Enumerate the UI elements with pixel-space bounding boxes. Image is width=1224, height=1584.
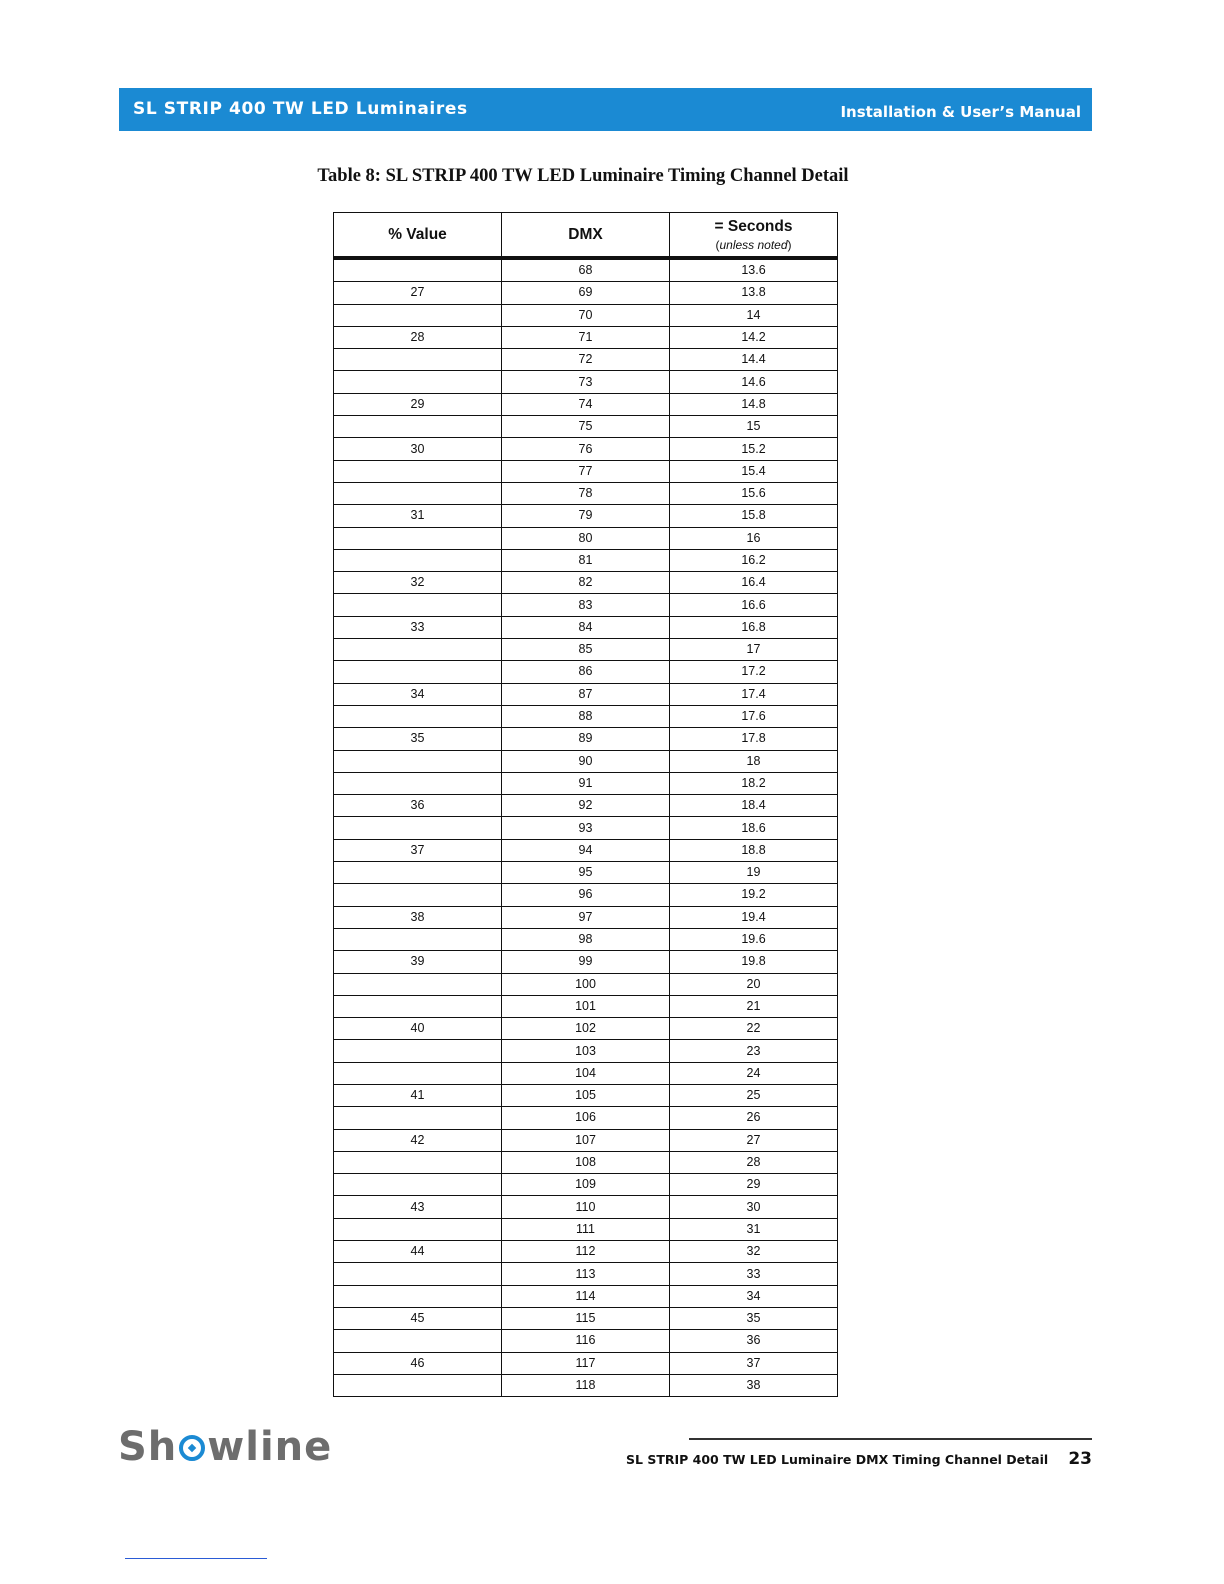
table-row [334, 862, 838, 884]
cell-seconds: 35 [670, 1307, 838, 1329]
table-row [334, 482, 838, 504]
cell-seconds: 18.8 [670, 839, 838, 861]
table-row [334, 1241, 838, 1263]
table-row [334, 1084, 838, 1106]
cell-percent: 32 [334, 572, 502, 594]
cell-percent: 42 [334, 1129, 502, 1151]
table-row [334, 1040, 838, 1062]
cell-percent: 40 [334, 1018, 502, 1040]
table-row [334, 616, 838, 638]
table-header-row [334, 213, 838, 259]
table-row [334, 1285, 838, 1307]
cell-seconds: 17 [670, 639, 838, 661]
cell-seconds: 19.8 [670, 951, 838, 973]
column-header-seconds [670, 213, 838, 259]
cell-percent [334, 349, 502, 371]
cell-dmx: 115 [502, 1307, 670, 1329]
cell-seconds: 36 [670, 1330, 838, 1352]
cell-dmx: 98 [502, 928, 670, 950]
column-header-seconds-note: (unless noted) [715, 237, 792, 252]
cell-dmx: 76 [502, 438, 670, 460]
cell-percent [334, 1263, 502, 1285]
cell-percent [334, 594, 502, 616]
cell-seconds: 18.2 [670, 772, 838, 794]
cell-seconds: 16.6 [670, 594, 838, 616]
table-row [334, 683, 838, 705]
cell-dmx: 103 [502, 1040, 670, 1062]
cell-percent: 41 [334, 1084, 502, 1106]
cell-dmx: 72 [502, 349, 670, 371]
cell-percent: 43 [334, 1196, 502, 1218]
cell-dmx: 96 [502, 884, 670, 906]
cell-dmx: 78 [502, 482, 670, 504]
table-row [334, 661, 838, 683]
cell-dmx: 114 [502, 1285, 670, 1307]
cell-seconds: 13.6 [670, 258, 838, 282]
cell-seconds: 18.6 [670, 817, 838, 839]
table-row [334, 728, 838, 750]
cell-percent: 46 [334, 1352, 502, 1374]
cell-seconds: 14.6 [670, 371, 838, 393]
table-row [334, 1374, 838, 1396]
cell-seconds: 16 [670, 527, 838, 549]
cell-dmx: 106 [502, 1107, 670, 1129]
cell-seconds: 14.2 [670, 326, 838, 348]
cell-seconds: 19.6 [670, 928, 838, 950]
table-row [334, 750, 838, 772]
table-row [334, 1107, 838, 1129]
table-row [334, 1129, 838, 1151]
cell-dmx: 104 [502, 1062, 670, 1084]
cell-dmx: 89 [502, 728, 670, 750]
table-row [334, 817, 838, 839]
cell-seconds: 16.4 [670, 572, 838, 594]
cell-percent: 37 [334, 839, 502, 861]
table-row [334, 1151, 838, 1173]
cell-dmx: 101 [502, 995, 670, 1017]
cell-percent: 35 [334, 728, 502, 750]
table-row [334, 349, 838, 371]
cell-percent [334, 750, 502, 772]
cell-percent [334, 549, 502, 571]
cell-dmx: 93 [502, 817, 670, 839]
cell-seconds: 14.8 [670, 393, 838, 415]
table-row [334, 973, 838, 995]
cell-percent [334, 527, 502, 549]
cell-dmx: 84 [502, 616, 670, 638]
timing-channel-table [333, 212, 838, 1397]
table-row [334, 326, 838, 348]
cell-seconds: 14 [670, 304, 838, 326]
cell-dmx: 113 [502, 1263, 670, 1285]
cell-percent [334, 258, 502, 282]
cell-percent: 31 [334, 505, 502, 527]
table-row [334, 549, 838, 571]
cell-seconds: 34 [670, 1285, 838, 1307]
table-row [334, 460, 838, 482]
cell-dmx: 82 [502, 572, 670, 594]
column-header-dmx: DMX [502, 213, 670, 259]
cell-seconds: 16.2 [670, 549, 838, 571]
table-row [334, 951, 838, 973]
table-row [334, 1196, 838, 1218]
table-row [334, 839, 838, 861]
cell-seconds: 31 [670, 1218, 838, 1240]
table-row [334, 416, 838, 438]
table-row [334, 884, 838, 906]
cell-percent [334, 371, 502, 393]
cell-seconds: 19.4 [670, 906, 838, 928]
table-row [334, 594, 838, 616]
cell-dmx: 81 [502, 549, 670, 571]
cell-seconds: 26 [670, 1107, 838, 1129]
cell-percent [334, 995, 502, 1017]
cell-percent: 38 [334, 906, 502, 928]
table-row [334, 304, 838, 326]
cell-dmx: 94 [502, 839, 670, 861]
cell-seconds: 21 [670, 995, 838, 1017]
table-row [334, 1018, 838, 1040]
table-row [334, 371, 838, 393]
cell-percent: 45 [334, 1307, 502, 1329]
cell-seconds: 16.8 [670, 616, 838, 638]
cell-dmx: 95 [502, 862, 670, 884]
cell-percent [334, 460, 502, 482]
header-manual-title: Installation & User’s Manual [840, 103, 1081, 121]
page-number: 23 [1068, 1449, 1092, 1469]
cell-dmx: 109 [502, 1174, 670, 1196]
cell-seconds: 17.4 [670, 683, 838, 705]
cell-dmx: 74 [502, 393, 670, 415]
cell-dmx: 79 [502, 505, 670, 527]
cell-percent [334, 772, 502, 794]
cell-dmx: 77 [502, 460, 670, 482]
cell-dmx: 90 [502, 750, 670, 772]
cell-percent: 28 [334, 326, 502, 348]
table-title: Table 8: SL STRIP 400 TW LED Luminaire Timing Channel Detail [317, 166, 849, 186]
table-row [334, 1174, 838, 1196]
table-row [334, 639, 838, 661]
table-row [334, 1330, 838, 1352]
table-row [334, 572, 838, 594]
cell-percent [334, 1151, 502, 1173]
cell-percent [334, 817, 502, 839]
cell-percent [334, 1174, 502, 1196]
cell-seconds: 20 [670, 973, 838, 995]
cell-seconds: 27 [670, 1129, 838, 1151]
cell-percent [334, 482, 502, 504]
cell-percent [334, 639, 502, 661]
cell-seconds: 17.6 [670, 705, 838, 727]
cell-dmx: 112 [502, 1241, 670, 1263]
cell-percent [334, 416, 502, 438]
cell-seconds: 33 [670, 1263, 838, 1285]
cell-seconds: 15.6 [670, 482, 838, 504]
cell-dmx: 73 [502, 371, 670, 393]
showline-logo [118, 1424, 332, 1470]
table-row [334, 1062, 838, 1084]
footer-divider [689, 1438, 1092, 1440]
cell-dmx: 68 [502, 258, 670, 282]
cell-percent [334, 705, 502, 727]
cell-seconds: 18 [670, 750, 838, 772]
cell-percent: 36 [334, 795, 502, 817]
table-row [334, 258, 838, 282]
cell-dmx: 91 [502, 772, 670, 794]
cell-seconds: 14.4 [670, 349, 838, 371]
table-row [334, 928, 838, 950]
cell-seconds: 22 [670, 1018, 838, 1040]
table-row [334, 1263, 838, 1285]
note-text: unless noted [719, 237, 788, 252]
cell-percent [334, 973, 502, 995]
cell-percent [334, 862, 502, 884]
cell-percent [334, 304, 502, 326]
table-row [334, 772, 838, 794]
table-row [334, 282, 838, 304]
cell-seconds: 15.4 [670, 460, 838, 482]
cell-dmx: 108 [502, 1151, 670, 1173]
cell-dmx: 70 [502, 304, 670, 326]
cell-percent: 34 [334, 683, 502, 705]
cell-dmx: 116 [502, 1330, 670, 1352]
cell-dmx: 85 [502, 639, 670, 661]
cell-dmx: 111 [502, 1218, 670, 1240]
bottom-link-underline [125, 1558, 267, 1559]
cell-seconds: 32 [670, 1241, 838, 1263]
table-row [334, 906, 838, 928]
column-header-percent: % Value [334, 213, 502, 259]
table-row [334, 1352, 838, 1374]
table-body [334, 258, 838, 1397]
table-row [334, 795, 838, 817]
table-row [334, 705, 838, 727]
cell-seconds: 37 [670, 1352, 838, 1374]
cell-dmx: 117 [502, 1352, 670, 1374]
logo-compass-icon [179, 1435, 205, 1461]
header-bar [119, 88, 1092, 131]
cell-seconds: 17.8 [670, 728, 838, 750]
table-row [334, 527, 838, 549]
cell-seconds: 30 [670, 1196, 838, 1218]
cell-dmx: 118 [502, 1374, 670, 1396]
footer-caption: SL STRIP 400 TW LED Luminaire DMX Timing Channel Detail [626, 1452, 1049, 1467]
cell-seconds: 15.2 [670, 438, 838, 460]
cell-seconds: 19.2 [670, 884, 838, 906]
cell-dmx: 69 [502, 282, 670, 304]
logo-text-start: Sh [118, 1424, 178, 1470]
cell-dmx: 105 [502, 1084, 670, 1106]
logo-text-end: wline [207, 1424, 333, 1470]
table-row [334, 1218, 838, 1240]
cell-dmx: 92 [502, 795, 670, 817]
cell-dmx: 110 [502, 1196, 670, 1218]
cell-dmx: 107 [502, 1129, 670, 1151]
cell-dmx: 83 [502, 594, 670, 616]
cell-percent [334, 884, 502, 906]
cell-percent: 29 [334, 393, 502, 415]
table-row [334, 995, 838, 1017]
cell-dmx: 71 [502, 326, 670, 348]
table-row [334, 393, 838, 415]
cell-percent: 27 [334, 282, 502, 304]
cell-dmx: 97 [502, 906, 670, 928]
cell-percent [334, 661, 502, 683]
table-row [334, 505, 838, 527]
cell-percent [334, 1330, 502, 1352]
cell-seconds: 19 [670, 862, 838, 884]
cell-seconds: 25 [670, 1084, 838, 1106]
table-row [334, 1307, 838, 1329]
cell-dmx: 102 [502, 1018, 670, 1040]
cell-percent [334, 1062, 502, 1084]
cell-percent [334, 1218, 502, 1240]
cell-percent [334, 1107, 502, 1129]
table-row [334, 438, 838, 460]
cell-percent [334, 928, 502, 950]
cell-seconds: 24 [670, 1062, 838, 1084]
cell-seconds: 23 [670, 1040, 838, 1062]
cell-seconds: 18.4 [670, 795, 838, 817]
cell-percent [334, 1285, 502, 1307]
cell-seconds: 15 [670, 416, 838, 438]
cell-seconds: 38 [670, 1374, 838, 1396]
cell-dmx: 87 [502, 683, 670, 705]
cell-percent: 30 [334, 438, 502, 460]
cell-seconds: 13.8 [670, 282, 838, 304]
cell-seconds: 17.2 [670, 661, 838, 683]
cell-percent: 33 [334, 616, 502, 638]
cell-dmx: 86 [502, 661, 670, 683]
cell-percent: 44 [334, 1241, 502, 1263]
cell-dmx: 99 [502, 951, 670, 973]
cell-seconds: 15.8 [670, 505, 838, 527]
cell-seconds: 29 [670, 1174, 838, 1196]
cell-dmx: 88 [502, 705, 670, 727]
cell-seconds: 28 [670, 1151, 838, 1173]
cell-dmx: 100 [502, 973, 670, 995]
header-product-title: SL STRIP 400 TW LED Luminaires [133, 99, 468, 119]
cell-percent [334, 1040, 502, 1062]
column-header-seconds-label: = Seconds [714, 217, 793, 235]
cell-dmx: 75 [502, 416, 670, 438]
cell-percent [334, 1374, 502, 1396]
cell-percent: 39 [334, 951, 502, 973]
cell-dmx: 80 [502, 527, 670, 549]
